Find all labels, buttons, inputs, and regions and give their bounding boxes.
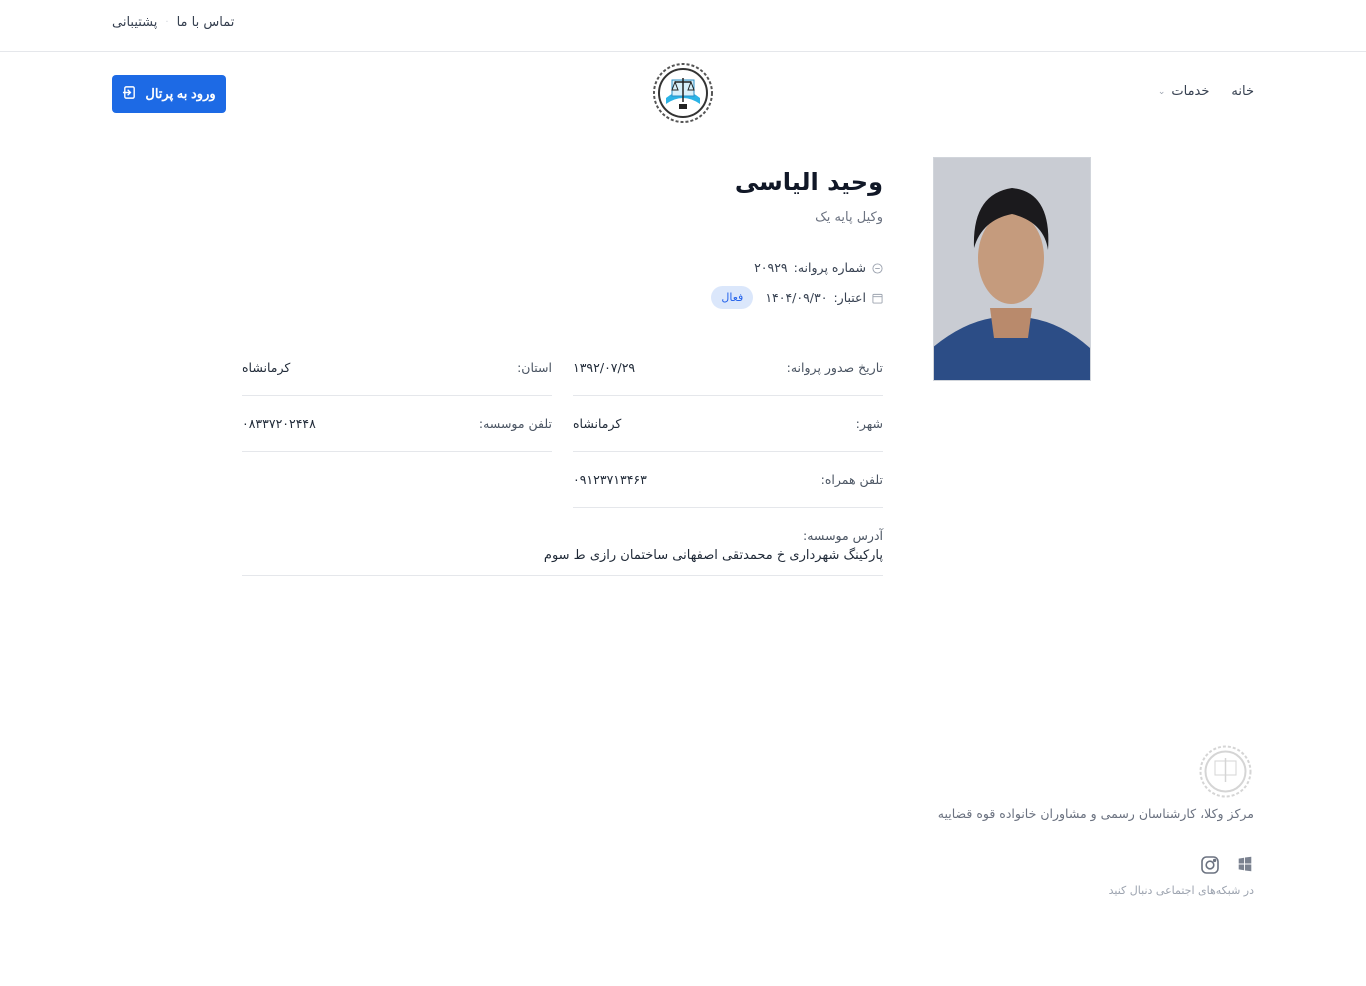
- mobile-label: تلفن همراه:: [820, 472, 883, 487]
- support-link[interactable]: پشتیبانی: [112, 15, 158, 30]
- license-icon: [872, 262, 883, 273]
- lawyer-name: وحید الیاسی: [734, 168, 883, 196]
- license-value: ۲۰۹۲۹: [754, 260, 788, 275]
- validity-value: ۱۴۰۴/۰۹/۳۰: [765, 290, 828, 305]
- issue-date-field: [573, 360, 883, 396]
- footer-org-name: مرکز وکلا، کارشناسان رسمی و مشاوران خانواده قوه قضاییه: [937, 806, 1254, 821]
- validity-row: [711, 286, 883, 309]
- separator-dot: ·: [165, 17, 169, 28]
- lawyer-title: وکیل پایه یک: [815, 210, 883, 225]
- status-badge: فعال: [711, 286, 753, 309]
- footer-emblem-icon: [1198, 744, 1253, 799]
- province-field: [242, 360, 552, 396]
- issue-date-value: ۱۳۹۲/۰۷/۲۹: [573, 360, 636, 375]
- top-links: [112, 15, 234, 30]
- license-number-row: [754, 260, 883, 275]
- nav-services[interactable]: [1158, 84, 1210, 99]
- address-field: [242, 528, 883, 576]
- province-value: کرمانشاه: [242, 360, 291, 375]
- judiciary-emblem-icon[interactable]: [652, 62, 714, 124]
- office-phone-field: [242, 416, 552, 452]
- calendar-icon: [872, 292, 883, 303]
- portal-login-label: ورود به پرتال: [145, 86, 216, 101]
- top-bar: [0, 0, 1366, 52]
- city-value: کرمانشاه: [573, 416, 622, 431]
- nav-menu: [1158, 84, 1254, 99]
- login-icon: [122, 85, 137, 103]
- address-label: آدرس موسسه:: [803, 528, 883, 543]
- chevron-down-icon: ⌄: [1157, 86, 1166, 97]
- contact-link[interactable]: تماس با ما: [176, 15, 235, 30]
- validity-label: اعتبار:: [833, 290, 866, 305]
- office-phone-value: ۰۸۳۳۷۲۰۲۴۴۸: [242, 416, 316, 431]
- profile-photo: [933, 157, 1091, 381]
- city-field: [573, 416, 883, 452]
- nav-home[interactable]: خانه: [1231, 84, 1254, 99]
- province-label: استان:: [517, 360, 552, 375]
- social-links: [1200, 855, 1254, 875]
- office-phone-label: تلفن موسسه:: [478, 416, 552, 431]
- license-label: شماره پروانه:: [793, 260, 866, 275]
- instagram-icon[interactable]: [1200, 855, 1220, 875]
- portal-login-button[interactable]: [112, 75, 226, 113]
- mobile-value: ۰۹۱۲۳۷۱۳۴۶۳: [573, 472, 647, 487]
- city-label: شهر:: [855, 416, 883, 431]
- social-follow-text: در شبکه‌های اجتماعی دنبال کنید: [1108, 884, 1254, 897]
- mobile-field: [573, 472, 883, 508]
- windows-icon[interactable]: [1234, 855, 1254, 875]
- nav-services-label: خدمات: [1171, 84, 1210, 99]
- address-value: پارکینگ شهرداری خ محمدتقی اصفهانی ساختمان رازی ط سوم: [543, 548, 883, 563]
- issue-date-label: تاریخ صدور پروانه:: [786, 360, 883, 375]
- main-navbar: [0, 52, 1366, 136]
